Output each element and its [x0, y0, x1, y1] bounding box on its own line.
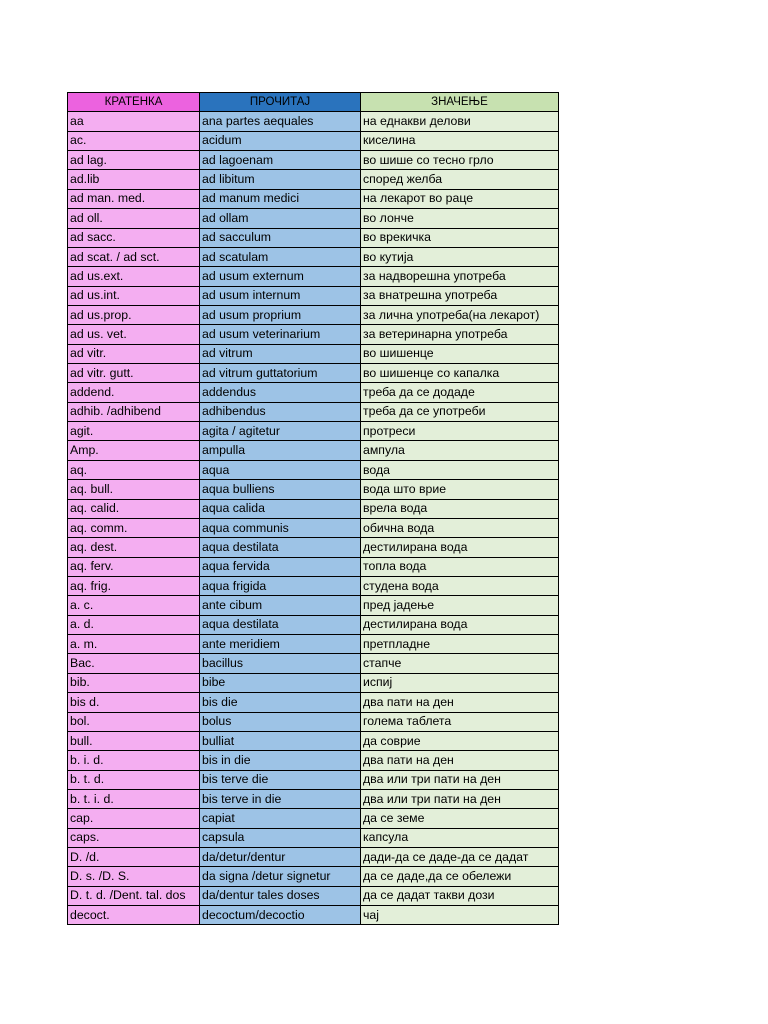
table-row	[68, 131, 559, 150]
cell-meaning[interactable]: треба да се додаде	[361, 383, 559, 402]
table-row	[68, 286, 559, 305]
cell-meaning[interactable]: врела вода	[361, 499, 559, 518]
table-row	[68, 480, 559, 499]
cell-reading[interactable]: da/detur/dentur	[200, 848, 361, 867]
cell-abbreviation[interactable]: ad us. vet.	[68, 325, 200, 344]
cell-meaning[interactable]: чај	[361, 906, 559, 925]
cell-reading[interactable]: agita / agitetur	[200, 422, 361, 441]
cell-abbreviation[interactable]: aq. calid.	[68, 499, 200, 518]
cell-abbreviation[interactable]: ad us.prop.	[68, 305, 200, 324]
cell-abbreviation[interactable]: agit.	[68, 422, 200, 441]
cell-abbreviation[interactable]: bull.	[68, 731, 200, 750]
cell-abbreviation[interactable]: cap.	[68, 809, 200, 828]
table-row	[68, 751, 559, 770]
cell-abbreviation[interactable]: aq. comm.	[68, 518, 200, 537]
cell-abbreviation[interactable]: aq. bull.	[68, 480, 200, 499]
table-row	[68, 267, 559, 286]
cell-abbreviation[interactable]: ad scat. / ad sct.	[68, 247, 200, 266]
cell-reading[interactable]: ad manum medici	[200, 189, 361, 208]
table-row	[68, 151, 559, 170]
cell-abbreviation[interactable]: D. t. d. /Dent. tal. dos	[68, 886, 200, 905]
table-row	[68, 402, 559, 421]
cell-abbreviation[interactable]: ad us.ext.	[68, 267, 200, 286]
cell-meaning[interactable]: дестилирана вода	[361, 615, 559, 634]
cell-meaning[interactable]: во шише со тесно грло	[361, 151, 559, 170]
cell-abbreviation[interactable]: bib.	[68, 673, 200, 692]
cell-reading[interactable]: ante meridiem	[200, 635, 361, 654]
table-row	[68, 518, 559, 537]
cell-abbreviation[interactable]: a. c.	[68, 596, 200, 615]
cell-reading[interactable]: da signa /detur signetur	[200, 867, 361, 886]
cell-reading[interactable]: ad ollam	[200, 209, 361, 228]
cell-meaning[interactable]: треба да се употреби	[361, 402, 559, 421]
table-row	[68, 789, 559, 808]
cell-abbreviation[interactable]: ad oll.	[68, 209, 200, 228]
cell-reading[interactable]: aqua	[200, 460, 361, 479]
cell-reading[interactable]: ad vitrum	[200, 344, 361, 363]
cell-meaning[interactable]: да се дадат такви дози	[361, 886, 559, 905]
cell-abbreviation[interactable]: ad.lib	[68, 170, 200, 189]
cell-abbreviation[interactable]: aq. frig.	[68, 576, 200, 595]
cell-abbreviation[interactable]: decoct.	[68, 906, 200, 925]
table-row	[68, 809, 559, 828]
cell-reading[interactable]: ad usum internum	[200, 286, 361, 305]
table-row	[68, 209, 559, 228]
table-row	[68, 344, 559, 363]
cell-meaning[interactable]: во шишенце со капалка	[361, 364, 559, 383]
cell-meaning[interactable]: топла вода	[361, 557, 559, 576]
cell-abbreviation[interactable]: b. t. i. d.	[68, 789, 200, 808]
table-row	[68, 325, 559, 344]
cell-meaning[interactable]: според желба	[361, 170, 559, 189]
cell-meaning[interactable]: ампула	[361, 441, 559, 460]
cell-abbreviation[interactable]: ad sacc.	[68, 228, 200, 247]
table-row	[68, 828, 559, 847]
table-row	[68, 693, 559, 712]
cell-reading[interactable]: adhibendus	[200, 402, 361, 421]
cell-abbreviation[interactable]: bis d.	[68, 693, 200, 712]
table-row	[68, 615, 559, 634]
table-row	[68, 383, 559, 402]
cell-reading[interactable]: ana partes aequales	[200, 112, 361, 131]
cell-abbreviation[interactable]: b. t. d.	[68, 770, 200, 789]
cell-abbreviation[interactable]: addend.	[68, 383, 200, 402]
cell-abbreviation[interactable]: ac.	[68, 131, 200, 150]
table-row	[68, 112, 559, 131]
cell-meaning[interactable]: вода што врие	[361, 480, 559, 499]
cell-abbreviation[interactable]: ad vitr. gutt.	[68, 364, 200, 383]
cell-meaning[interactable]: во кутија	[361, 247, 559, 266]
cell-meaning[interactable]: стапче	[361, 654, 559, 673]
cell-meaning[interactable]: во шишенце	[361, 344, 559, 363]
table-row	[68, 576, 559, 595]
cell-reading[interactable]: ampulla	[200, 441, 361, 460]
cell-reading[interactable]: aqua communis	[200, 518, 361, 537]
cell-abbreviation[interactable]: ad man. med.	[68, 189, 200, 208]
cell-reading[interactable]: bis terve in die	[200, 789, 361, 808]
cell-meaning[interactable]: на еднакви делови	[361, 112, 559, 131]
table-row	[68, 441, 559, 460]
cell-meaning[interactable]: два пати на ден	[361, 751, 559, 770]
header-abbreviation[interactable]: КРАТЕНКА	[68, 93, 200, 112]
cell-abbreviation[interactable]: D. s. /D. S.	[68, 867, 200, 886]
cell-reading[interactable]: aqua bulliens	[200, 480, 361, 499]
cell-reading[interactable]: ante cibum	[200, 596, 361, 615]
cell-meaning[interactable]: протреси	[361, 422, 559, 441]
table-row	[68, 848, 559, 867]
cell-reading[interactable]: aqua destilata	[200, 615, 361, 634]
cell-abbreviation[interactable]: ad lag.	[68, 151, 200, 170]
table-row	[68, 422, 559, 441]
cell-meaning[interactable]: претпладне	[361, 635, 559, 654]
table-row	[68, 228, 559, 247]
cell-reading[interactable]: decoctum/decoctio	[200, 906, 361, 925]
table-row	[68, 538, 559, 557]
table-row	[68, 557, 559, 576]
table-row	[68, 305, 559, 324]
cell-abbreviation[interactable]: a. d.	[68, 615, 200, 634]
cell-meaning[interactable]: капсула	[361, 828, 559, 847]
cell-meaning[interactable]: голема таблета	[361, 712, 559, 731]
cell-meaning[interactable]: два или три пати на ден	[361, 770, 559, 789]
table-row	[68, 635, 559, 654]
table-row	[68, 712, 559, 731]
table-row	[68, 867, 559, 886]
table-row	[68, 654, 559, 673]
header-meaning[interactable]: ЗНАЧЕЊЕ	[361, 93, 559, 112]
cell-meaning[interactable]: вода	[361, 460, 559, 479]
cell-reading[interactable]: capsula	[200, 828, 361, 847]
cell-meaning[interactable]: два пати на ден	[361, 693, 559, 712]
cell-abbreviation[interactable]: caps.	[68, 828, 200, 847]
cell-reading[interactable]: bis in die	[200, 751, 361, 770]
header-row	[68, 93, 559, 112]
cell-reading[interactable]: aqua destilata	[200, 538, 361, 557]
cell-reading[interactable]: aqua frigida	[200, 576, 361, 595]
table-row	[68, 460, 559, 479]
abbreviation-table	[67, 92, 559, 925]
table-row	[68, 731, 559, 750]
cell-reading[interactable]: bolus	[200, 712, 361, 731]
cell-meaning[interactable]: да се земе	[361, 809, 559, 828]
cell-reading[interactable]: ad usum veterinarium	[200, 325, 361, 344]
cell-meaning[interactable]: да соврие	[361, 731, 559, 750]
table-row	[68, 906, 559, 925]
cell-meaning[interactable]: на лекарот во раце	[361, 189, 559, 208]
cell-reading[interactable]: aqua calida	[200, 499, 361, 518]
cell-abbreviation[interactable]: bol.	[68, 712, 200, 731]
cell-meaning[interactable]: испиј	[361, 673, 559, 692]
cell-abbreviation[interactable]: b. i. d.	[68, 751, 200, 770]
cell-reading[interactable]: ad usum externum	[200, 267, 361, 286]
cell-reading[interactable]: ad usum proprium	[200, 305, 361, 324]
header-reading[interactable]: ПРОЧИТАЈ	[200, 93, 361, 112]
cell-meaning[interactable]: за внатрешна употреба	[361, 286, 559, 305]
cell-reading[interactable]: ad sacculum	[200, 228, 361, 247]
cell-abbreviation[interactable]: ad us.int.	[68, 286, 200, 305]
cell-meaning[interactable]: за надворешна употреба	[361, 267, 559, 286]
cell-meaning[interactable]: во лонче	[361, 209, 559, 228]
cell-reading[interactable]: addendus	[200, 383, 361, 402]
cell-meaning[interactable]: студена вода	[361, 576, 559, 595]
cell-meaning[interactable]: за ветеринарна употреба	[361, 325, 559, 344]
cell-abbreviation[interactable]: aq. dest.	[68, 538, 200, 557]
table-body	[68, 112, 559, 925]
cell-reading[interactable]: bacillus	[200, 654, 361, 673]
cell-reading[interactable]: da/dentur tales doses	[200, 886, 361, 905]
cell-meaning[interactable]: дади-да се даде-да се дадат	[361, 848, 559, 867]
cell-meaning[interactable]: да се даде,да се обележи	[361, 867, 559, 886]
cell-meaning[interactable]: за лична употреба(на лекарот)	[361, 305, 559, 324]
table-row	[68, 170, 559, 189]
table-row	[68, 364, 559, 383]
cell-reading[interactable]: bulliat	[200, 731, 361, 750]
cell-reading[interactable]: bibe	[200, 673, 361, 692]
cell-meaning[interactable]: обична вода	[361, 518, 559, 537]
cell-meaning[interactable]: во врекичка	[361, 228, 559, 247]
cell-meaning[interactable]: дестилирана вода	[361, 538, 559, 557]
cell-abbreviation[interactable]: D. /d.	[68, 848, 200, 867]
cell-abbreviation[interactable]: Bac.	[68, 654, 200, 673]
cell-abbreviation[interactable]: aq.	[68, 460, 200, 479]
cell-meaning[interactable]: два или три пати на ден	[361, 789, 559, 808]
cell-abbreviation[interactable]: aq. ferv.	[68, 557, 200, 576]
cell-abbreviation[interactable]: adhib. /adhibend	[68, 402, 200, 421]
cell-reading[interactable]: ad lagoenam	[200, 151, 361, 170]
table-row	[68, 673, 559, 692]
cell-reading[interactable]: acidum	[200, 131, 361, 150]
cell-reading[interactable]: aqua fervida	[200, 557, 361, 576]
table-row	[68, 886, 559, 905]
cell-reading[interactable]: ad vitrum guttatorium	[200, 364, 361, 383]
cell-reading[interactable]: capiat	[200, 809, 361, 828]
cell-reading[interactable]: bis terve die	[200, 770, 361, 789]
cell-reading[interactable]: ad scatulam	[200, 247, 361, 266]
cell-abbreviation[interactable]: ad vitr.	[68, 344, 200, 363]
table-row	[68, 770, 559, 789]
cell-reading[interactable]: ad libitum	[200, 170, 361, 189]
cell-abbreviation[interactable]: aa	[68, 112, 200, 131]
table-row	[68, 596, 559, 615]
table-row	[68, 247, 559, 266]
cell-reading[interactable]: bis die	[200, 693, 361, 712]
cell-abbreviation[interactable]: Amp.	[68, 441, 200, 460]
cell-meaning[interactable]: киселина	[361, 131, 559, 150]
cell-meaning[interactable]: пред јадење	[361, 596, 559, 615]
table-row	[68, 189, 559, 208]
table-row	[68, 499, 559, 518]
cell-abbreviation[interactable]: a. m.	[68, 635, 200, 654]
